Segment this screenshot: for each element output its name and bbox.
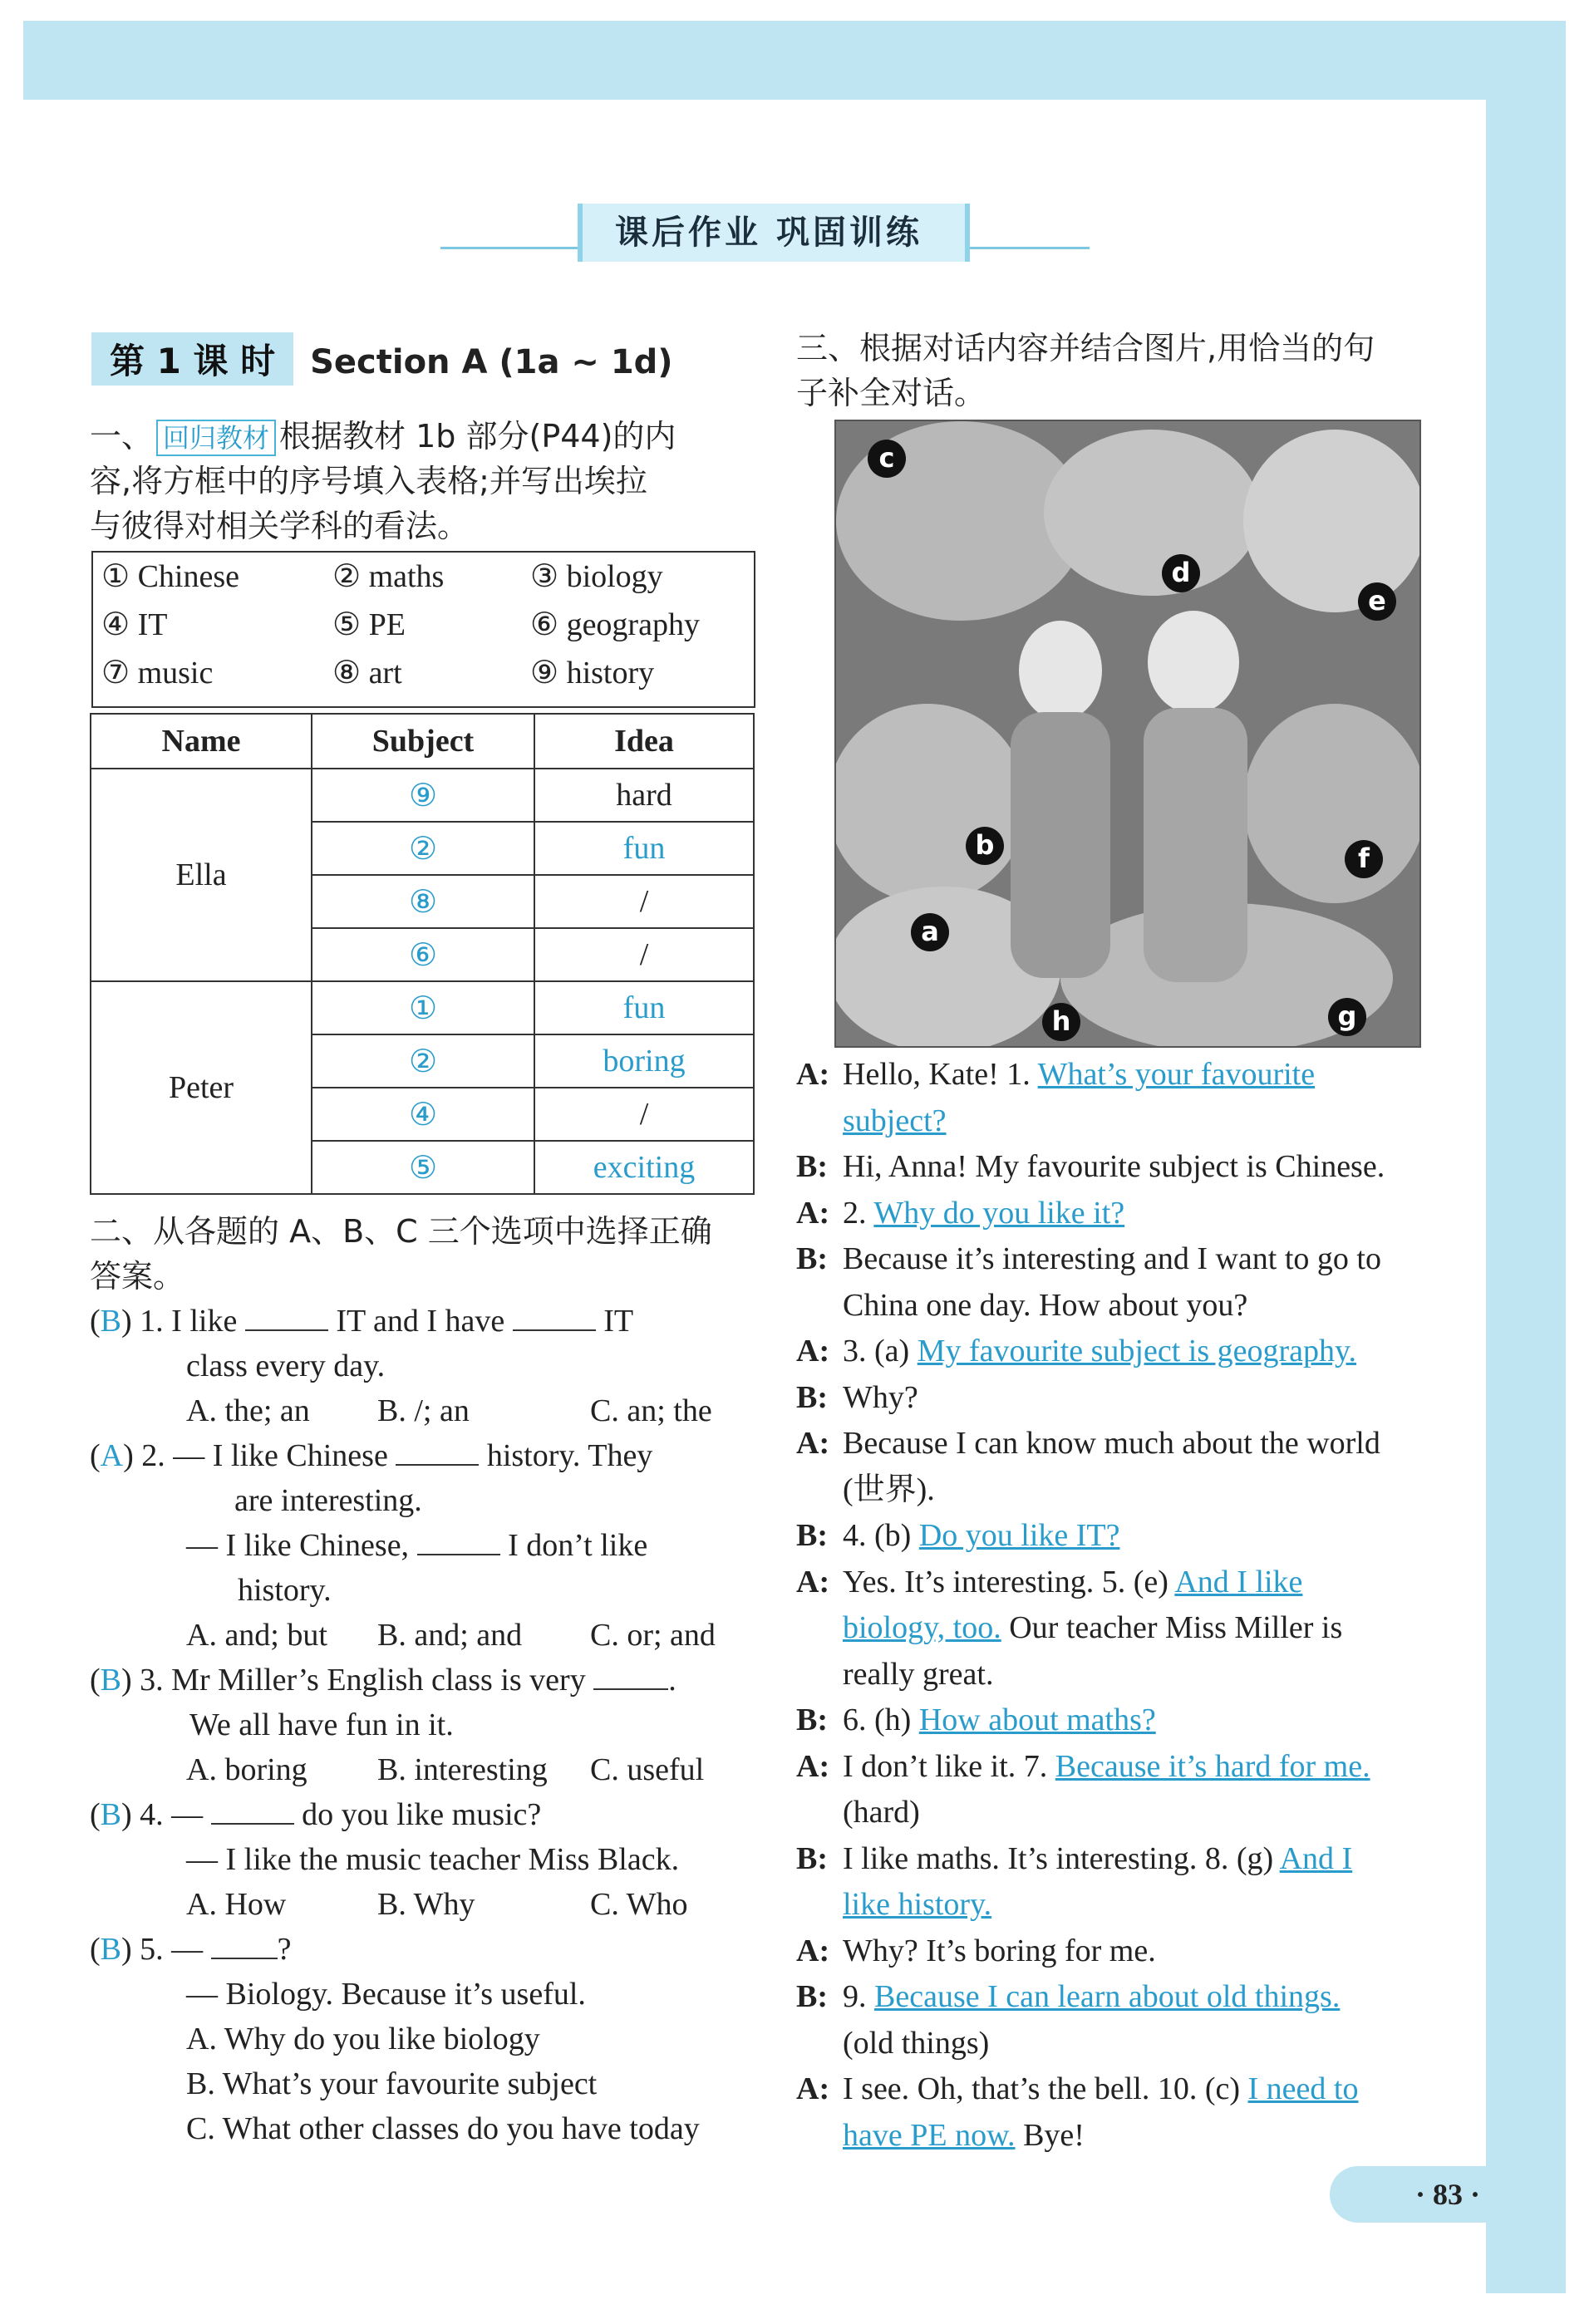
name-cell: Peter	[91, 981, 312, 1194]
speaker-label: A:	[796, 1195, 830, 1231]
label-a: a	[911, 913, 949, 951]
speaker-label: B:	[796, 1518, 828, 1553]
dialogue-line	[796, 1605, 1461, 1651]
answer-letter: B	[100, 1663, 122, 1698]
question-2: (A) 2. — I like Chinese history. They are interesting. — I like Chinese, I don’t like history. A. and; but B. and; and C. or; and	[90, 1433, 763, 1658]
dialogue-text: Hi, Anna! My favourite subject is Chinese.	[843, 1149, 1385, 1184]
part1-instruction: 一、 回归教材 根据教材 1b 部分(P44)的内 容,将方框中的序号填入表格;并写出埃拉 与彼得对相关学科的看法。	[90, 418, 676, 544]
dialogue-text: I see. Oh, that’s the bell. 10. (c)	[843, 2071, 1241, 2106]
part2-instruction: 二、从各题的 A、B、C 三个选项中选择正确 答案。	[90, 1213, 712, 1295]
dialogue-line	[796, 1560, 1461, 1605]
textbook-tag: 回归教材	[156, 420, 276, 456]
subject-cell: ⑥	[312, 928, 534, 981]
dialogue-line	[796, 2066, 1461, 2112]
dialogue-text: 6. (h)	[843, 1702, 912, 1737]
subject-cell: ⑨	[312, 769, 534, 822]
question-1: (B) 1. I like IT and I have IT class every day. A. the; an B. /; an C. an; the	[90, 1299, 763, 1433]
dialogue-line	[796, 1836, 1461, 1882]
dialogue-line	[796, 1928, 1461, 1974]
subject-cell: ⑧	[312, 875, 534, 928]
speaker-label: A:	[796, 1334, 830, 1368]
page-number: · 83 ·	[1330, 2166, 1566, 2223]
dialogue-line	[796, 1744, 1461, 1790]
speaker-label: A:	[796, 1057, 830, 1092]
speaker-label: B:	[796, 1702, 828, 1737]
dialogue-text: China one day. How about you?	[843, 1287, 1248, 1323]
label-b: b	[966, 827, 1004, 865]
word-item: ⑥ geography	[530, 607, 700, 642]
speaker-label: A:	[796, 1748, 830, 1784]
dialogue-answer: My favourite subject is geography.	[917, 1334, 1357, 1368]
dialogue-text: 4. (b)	[843, 1518, 912, 1553]
banner-title: 课后作业 巩固训练	[615, 214, 922, 252]
idea-cell: /	[534, 1088, 754, 1141]
dialogue-text: Why?	[843, 1379, 918, 1415]
dialogue-answer: biology, too.	[843, 1610, 1001, 1645]
dialogue-text: Why? It’s boring for me.	[843, 1933, 1156, 1968]
dialogue-line	[796, 1790, 1461, 1835]
question-4: (B) 4. — do you like music? — I like the music teacher Miss Black. A. How B. Why C. Who	[90, 1792, 763, 1927]
dialogue-line	[796, 1652, 1461, 1698]
dialogue-text: Hello, Kate! 1.	[843, 1057, 1031, 1092]
speaker-label: A:	[796, 1933, 830, 1968]
speaker-label: A:	[796, 1564, 830, 1599]
dialogue-text: Bye!	[1023, 2117, 1085, 2153]
word-item: ⑨ history	[530, 656, 655, 690]
col-header-idea: Idea	[534, 714, 754, 769]
lesson-header	[91, 332, 673, 386]
dialogue-text: Yes. It’s interesting. 5. (e)	[843, 1564, 1168, 1599]
subject-cell: ⑤	[312, 1141, 534, 1194]
dialogue-text: really great.	[843, 1656, 994, 1692]
idea-cell: exciting	[534, 1141, 754, 1194]
label-h: h	[1042, 1003, 1080, 1041]
subject-table	[90, 713, 755, 1195]
dialogue-line	[796, 1375, 1461, 1421]
idea-cell: /	[534, 928, 754, 981]
illustration-scene	[836, 421, 1419, 1046]
lesson-section: Section A (1a ~ 1d)	[310, 343, 673, 381]
dialogue-line	[796, 1236, 1461, 1282]
idea-cell: fun	[534, 981, 754, 1034]
word-item: ⑦ music	[101, 656, 214, 690]
dialogue-line	[796, 1421, 1461, 1467]
word-item: ① Chinese	[101, 559, 239, 594]
dialogue-answer: Because I can learn about old things.	[874, 1979, 1341, 2014]
speaker-label: B:	[796, 1149, 828, 1184]
idea-cell: /	[534, 875, 754, 928]
answer-letter: A	[100, 1438, 124, 1473]
dialogue-text: (hard)	[843, 1795, 920, 1830]
dialogue-answer: I need to	[1247, 2071, 1359, 2106]
dialogue-line	[796, 1329, 1461, 1374]
speaker-label: A:	[796, 2071, 830, 2106]
dialogue-line	[796, 1698, 1461, 1743]
dialogue-text: (old things)	[843, 2025, 990, 2061]
dialogue-text: Because it’s interesting and I want to go to	[843, 1241, 1381, 1276]
dialogue-line	[796, 1098, 1461, 1144]
dialogue-answer: subject?	[843, 1103, 947, 1138]
dialogue-text: I don’t like it. 7.	[843, 1748, 1048, 1784]
dialogue-line	[796, 1974, 1461, 2020]
subject-cell: ②	[312, 1034, 534, 1088]
question-5: (B) 5. — ? — Biology. Because it’s useful. A. Why do you like biology B. What’s your favourite subject C. What other classes do you have today	[90, 1927, 763, 2151]
answer-letter: B	[100, 1304, 122, 1339]
part3-instruction: 三、根据对话内容并结合图片,用恰当的句 子补全对话。	[796, 330, 1375, 411]
dialogue-line	[796, 1191, 1461, 1236]
dialogue-line	[796, 1513, 1461, 1559]
dialogue-answer: What’s your favourite	[1037, 1057, 1316, 1092]
dialogue-line	[796, 2113, 1461, 2159]
answer-letter: B	[100, 1932, 122, 1967]
name-cell: Ella	[91, 769, 312, 981]
speaker-label: B:	[796, 1241, 828, 1276]
dialogue-line	[796, 1467, 1461, 1513]
dialogue-answer: And I like	[1174, 1564, 1303, 1599]
subject-cell: ②	[312, 822, 534, 875]
label-d: d	[1162, 554, 1200, 592]
dialogue-text: 2.	[843, 1195, 867, 1231]
dialogue-answer: Do you like IT?	[918, 1518, 1120, 1553]
word-item: ⑧ art	[332, 656, 402, 690]
dialogue-answer: And I	[1279, 1840, 1353, 1876]
speaker-label: B:	[796, 1379, 828, 1415]
word-item: ③ biology	[530, 559, 663, 594]
subject-cell: ①	[312, 981, 534, 1034]
word-box	[91, 551, 755, 708]
dialogue-line	[796, 1882, 1461, 1928]
speaker-label: B:	[796, 1979, 828, 2014]
word-item: ② maths	[332, 559, 445, 594]
dialogue-answer: like history.	[843, 1887, 992, 1922]
dialogue-line	[796, 1144, 1461, 1190]
dialogue-line	[796, 1052, 1461, 1098]
dialogue-text: I like maths. It’s interesting. 8. (g)	[843, 1840, 1274, 1876]
lesson-label: 第 1 课 时	[91, 332, 293, 386]
label-f: f	[1345, 840, 1383, 878]
section-banner	[424, 204, 1105, 270]
question-3: (B) 3. Mr Miller’s English class is very . We all have fun in it. A. boring B. interesting C. useful	[90, 1658, 763, 1792]
dialogue-illustration	[834, 420, 1421, 1048]
word-item: ⑤ PE	[332, 607, 406, 642]
label-g: g	[1328, 998, 1366, 1036]
subject-cell: ④	[312, 1088, 534, 1141]
right-band	[1486, 100, 1566, 2293]
dialogue-answer: Because it’s hard for me.	[1055, 1748, 1370, 1784]
dialogue-line	[796, 1283, 1461, 1329]
answer-letter: B	[100, 1797, 122, 1832]
dialogue-text: 9.	[843, 1979, 867, 2014]
dialogue-answer: How about maths?	[918, 1702, 1156, 1737]
speaker-label: B:	[796, 1840, 828, 1876]
idea-cell: hard	[534, 769, 754, 822]
dialogue-text: Our teacher Miss Miller is	[1009, 1610, 1343, 1645]
speaker-label: A:	[796, 1426, 830, 1461]
label-e: e	[1358, 582, 1396, 621]
idea-cell: fun	[534, 822, 754, 875]
dialogue-text: 3. (a)	[843, 1334, 910, 1368]
col-header-name: Name	[91, 714, 312, 769]
dialogue-answer: Why do you like it?	[873, 1195, 1125, 1231]
dialogue-text: Because I can know much about the world	[843, 1426, 1380, 1461]
dialogue-line	[796, 2021, 1461, 2066]
word-item: ④ IT	[101, 607, 168, 642]
idea-cell: boring	[534, 1034, 754, 1088]
col-header-subject: Subject	[312, 714, 534, 769]
label-c: c	[868, 440, 906, 478]
dialogue-answer: have PE now.	[843, 2117, 1016, 2153]
dialogue-text: (世界).	[843, 1472, 935, 1507]
top-band	[23, 21, 1566, 100]
